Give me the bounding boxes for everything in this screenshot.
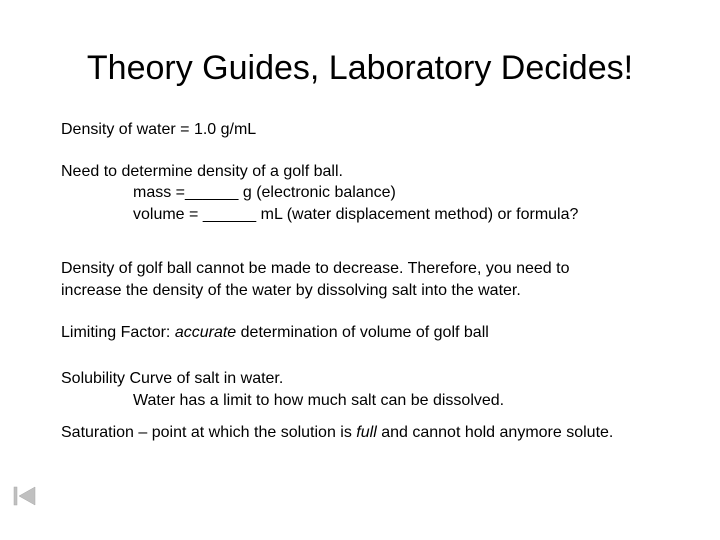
volume-text: volume = ______ mL (water displacement method) or formula? [133,206,579,223]
water-density-text: Density of water = 1.0 g/mL [61,121,257,138]
slide-title: Theory Guides, Laboratory Decides! [86,49,634,87]
saturation-text [61,422,613,444]
limiting-factor-label: Limiting Factor: [61,324,171,341]
limiting-factor-text [61,322,489,344]
skip-to-start-icon [13,486,37,506]
solubility-line-2: Water has a limit to how much salt can be dissolved. [133,392,505,409]
saturation-emphasis: full [356,424,377,441]
limiting-factor-emphasis: accurate [174,324,237,341]
density-note-line-2: increase the density of the water by dissolving salt into the water. [61,282,521,299]
need-intro-text: Need to determine density of a golf ball. [61,163,343,180]
density-note-line-1: Density of golf ball cannot be made to decrease. Therefore, you need to [61,260,570,277]
solubility-line-1: Solubility Curve of salt in water. [61,370,284,387]
saturation-after: and cannot hold anymore solute. [381,424,614,441]
saturation-before: Saturation – point at which the solution is [61,424,352,441]
skip-to-start-button[interactable] [13,486,37,506]
limiting-factor-rest: determination of volume of golf ball [240,324,489,341]
mass-text: mass =______ g (electronic balance) [133,184,396,201]
